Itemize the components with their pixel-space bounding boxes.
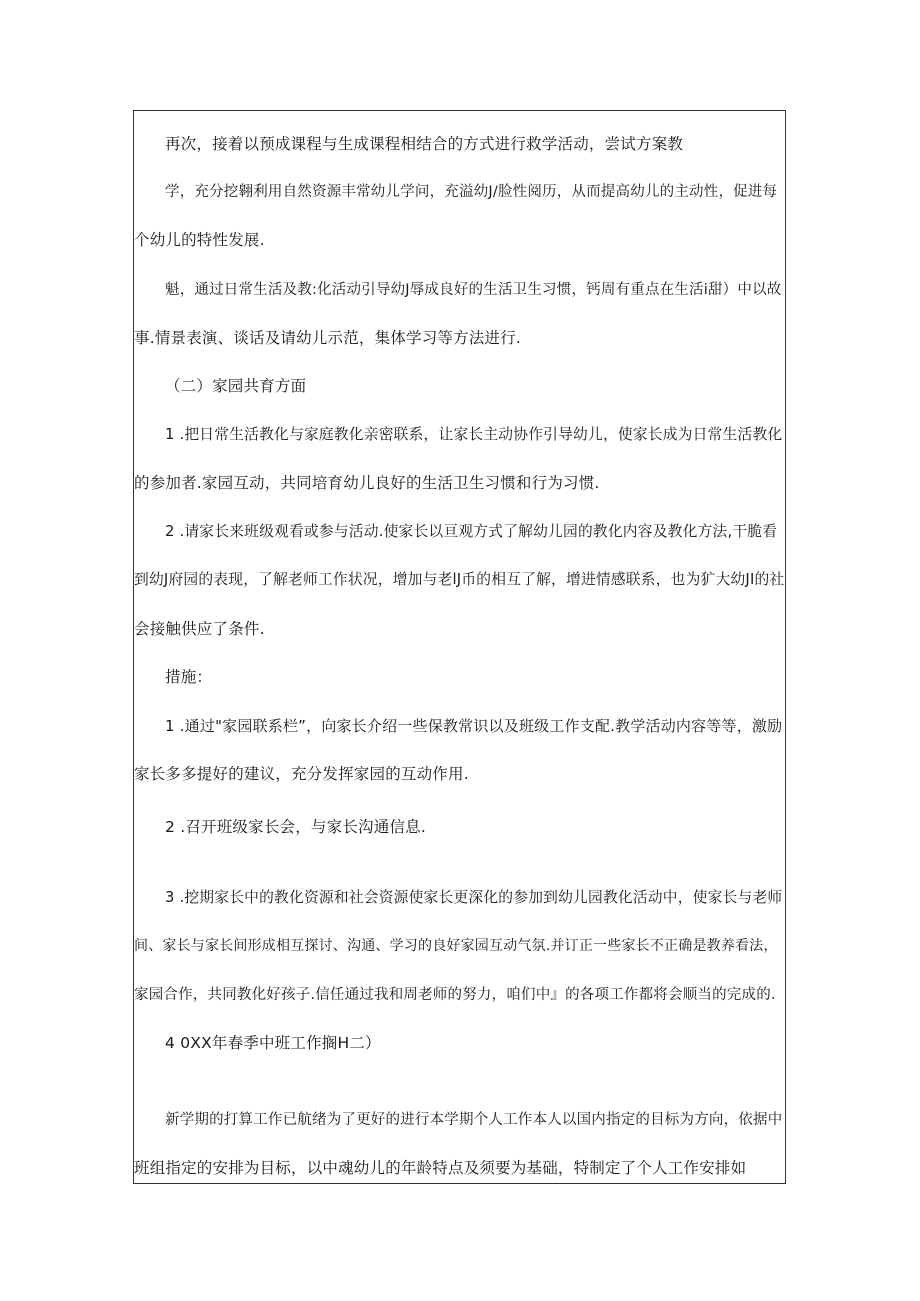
measures-heading: 措施： (165, 668, 213, 686)
list-item-line: 间、家长与家长间形成相互探讨、沟通、学习的良好家园互动气氛.并订正一些家长不正确是教养看法， (134, 938, 778, 954)
para-line: 班组指定的安排为目标，以中魂幼儿的年龄特点及须要为基础，特制定了个人工作安排如 (134, 1159, 747, 1177)
list-item-line: 的参加者.家园互动，共同培育幼儿良好的生活卫生习惯和行为习惯. (134, 474, 600, 492)
list-item-line: 4 0XX年春季中班工作搁H二） (165, 1034, 381, 1052)
list-item-line: 1 .把日常生活教化与家庭教化亲密联系，让家长主动协作引导幼儿，使家长成为日常生活教化 (165, 426, 783, 443)
para-line-3: 个幼儿的特性发展. (134, 231, 265, 249)
list-item-line: 到幼J府园的表现，了解老师工作状况，增加与老lJ币的相互了解，增进情感联系，也为犷大幼JI的社 (134, 571, 785, 588)
list-item-line: 1 .通过"家园联系栏”，向家长介绍一些保教常识以及班级工作支配.教学活动内容等等，激励 (165, 717, 783, 735)
page-frame (133, 110, 786, 1184)
para-line-5: 事.情景表演、谈话及请幼儿示范，集体学习等方法进行. (134, 329, 522, 347)
list-item-line: 3 .挖期家长中的教化资源和社会资源使家长更深化的参加到幼儿园教化活动中，使家长与老师 (165, 889, 783, 906)
para-line-4: 魁，通过日常生活及教:化活动引导幼J辱成良好的生活卫生习惯，钙周有重点在生活i甜）中以故 (165, 282, 782, 298)
list-item-line: 2 .请家长来班级观看或参与活动.使家长以亘观方式了解幼儿园的教化内容及教化方法,干脆看 (165, 523, 778, 540)
list-item-line: 会接触供应了条件. (134, 620, 265, 638)
list-item-line: 家长多多提好的建议，充分发挥家园的互动作用. (134, 765, 469, 783)
para-line: 新学期的打算工作已航绪为了更好的进行本学期个人工作本人以国内指定的目标为方向，依据中 (165, 1112, 783, 1128)
list-item-line: 2 .召开班级家长会，与家长沟通信息. (165, 818, 426, 836)
list-item-line: 家园合作，共同教化好孩子.信任通过我和周老师的努力，咱们中』的各项工作都将会顺当的完成的. (134, 987, 776, 1003)
para-line-2: 学，充分挖翱利用自然资源丰常幼儿学问，充溢幼J/脸性阅历，从而提高幼儿的主动性，促进每 (165, 184, 778, 200)
para-line-1: 再次，接着以预成课程与生成课程相结合的方式进行救学活动，尝试方案教 (165, 135, 684, 153)
section-heading: （二）家园共育方面 (165, 377, 307, 395)
